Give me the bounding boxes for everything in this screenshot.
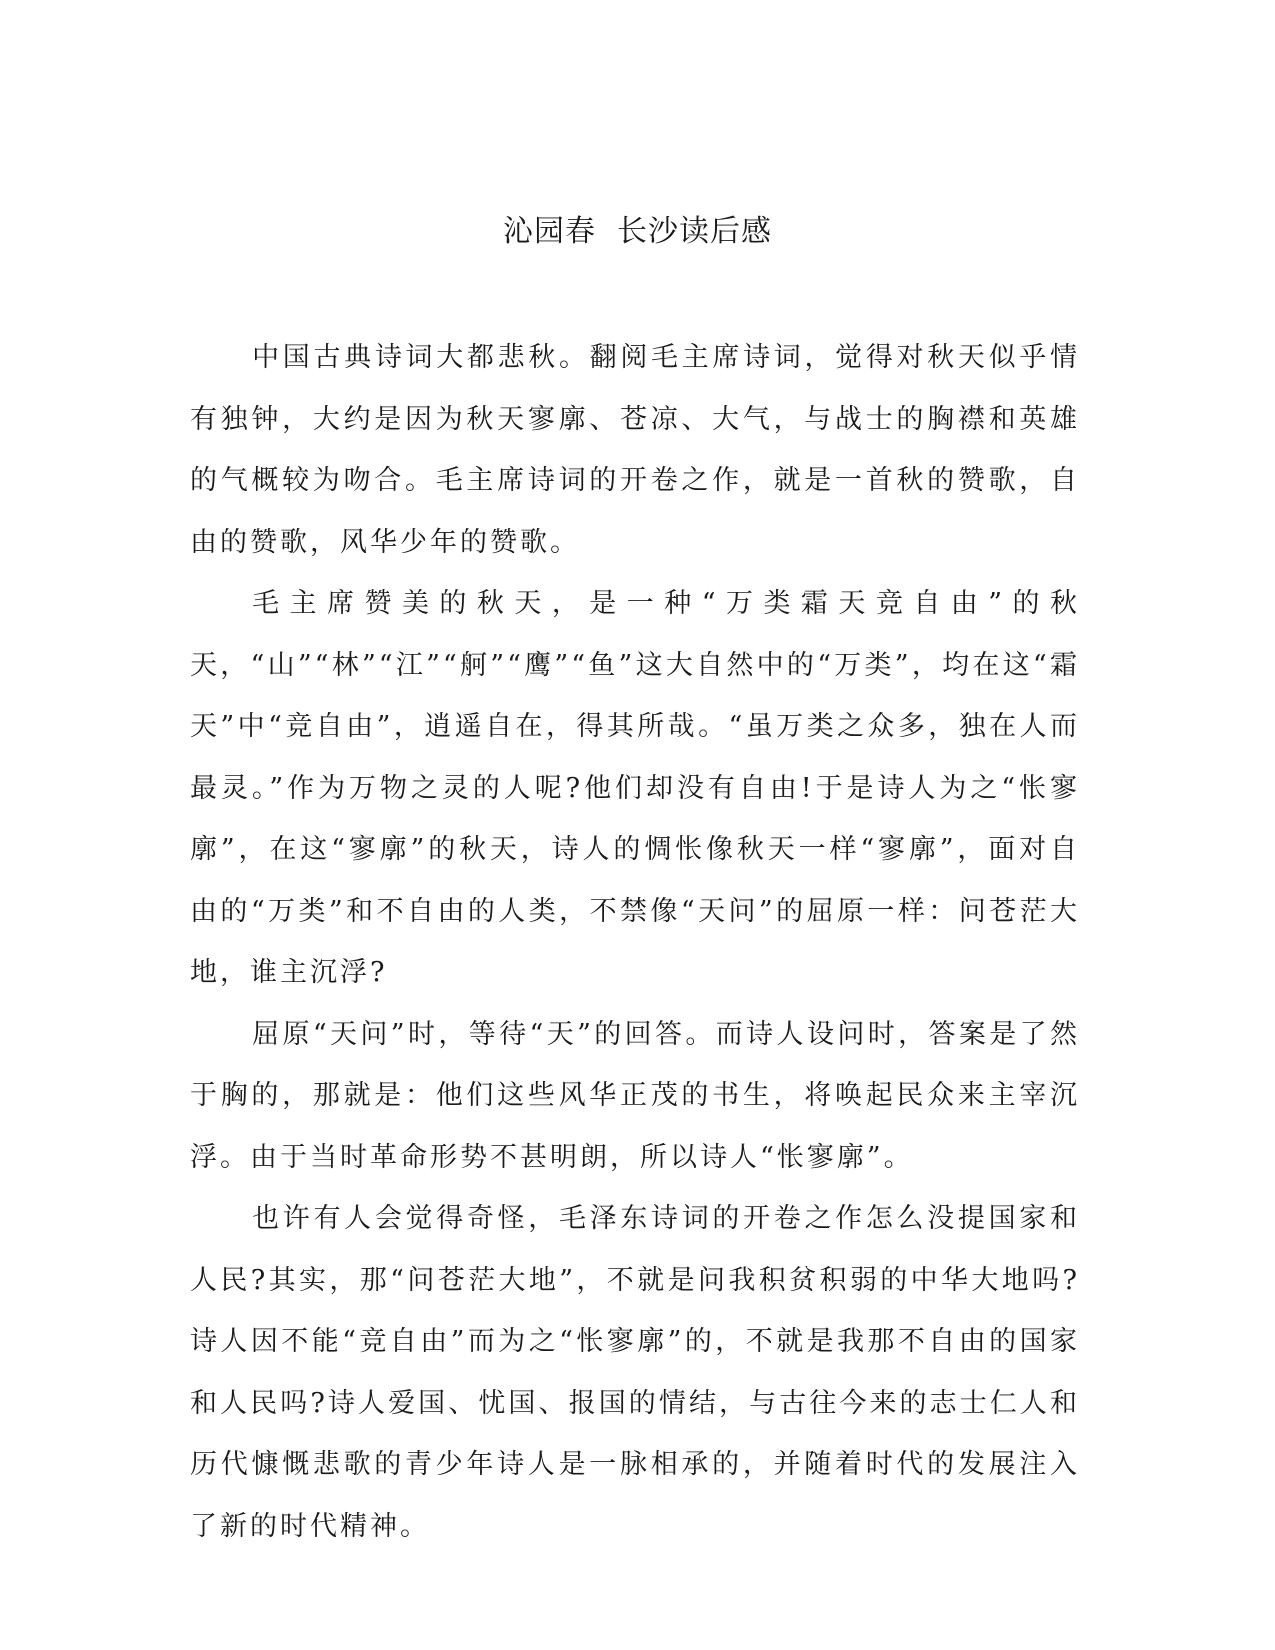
paragraph: 也许有人会觉得奇怪，毛泽东诗词的开卷之作怎么没提国家和人民?其实，那“问苍茫大地”，不就是问我积贫积弱的中华大地吗?诗人因不能“竞自由”而为之“怅寥廓”的，不就是我那不自由的国家和人民吗?诗人爱国、忧国、报国的情结，与古往今来的志士仁人和历代慷慨悲歌的青少年诗人是一脉相承的，并随着时代的发展注入了新的时代精神。 [190, 1203, 1080, 1542]
paragraph: 毛主席赞美的秋天，是一种“万类霜天竞自由”的秋天，“山”“林”“江”“舸”“鹰”“鱼”这大自然中的“万类”，均在这“霜天”中“竞自由”，逍遥自在，得其所哉。“虽万类之众多，独在人而最灵。”作为万物之灵的人呢?他们却没有自由!于是诗人为之“怅寥廓”，在这“寥廓”的秋天，诗人的惆怅像秋天一样“寥廓”，面对自由的“万类”和不自由的人类，不禁像“天问”的屈原一样：问苍茫大地，谁主沉浮? [190, 588, 1080, 988]
document-body [190, 327, 1080, 1557]
paragraph: 中国古典诗词大都悲秋。翻阅毛主席诗词，觉得对秋天似乎情有独钟，大约是因为秋天寥廓、苍凉、大气，与战士的胸襟和英雄的气概较为吻合。毛主席诗词的开卷之作，就是一首秋的赞歌，自由的赞歌，风华少年的赞歌。 [190, 342, 1080, 558]
paragraph: 屈原“天问”时，等待“天”的回答。而诗人设问时，答案是了然于胸的，那就是：他们这些风华正茂的书生，将唤起民众来主宰沉浮。由于当时革命形势不甚明朗，所以诗人“怅寥廓”。 [190, 1018, 1080, 1173]
page-title: 沁园春 长沙读后感 [502, 214, 773, 249]
